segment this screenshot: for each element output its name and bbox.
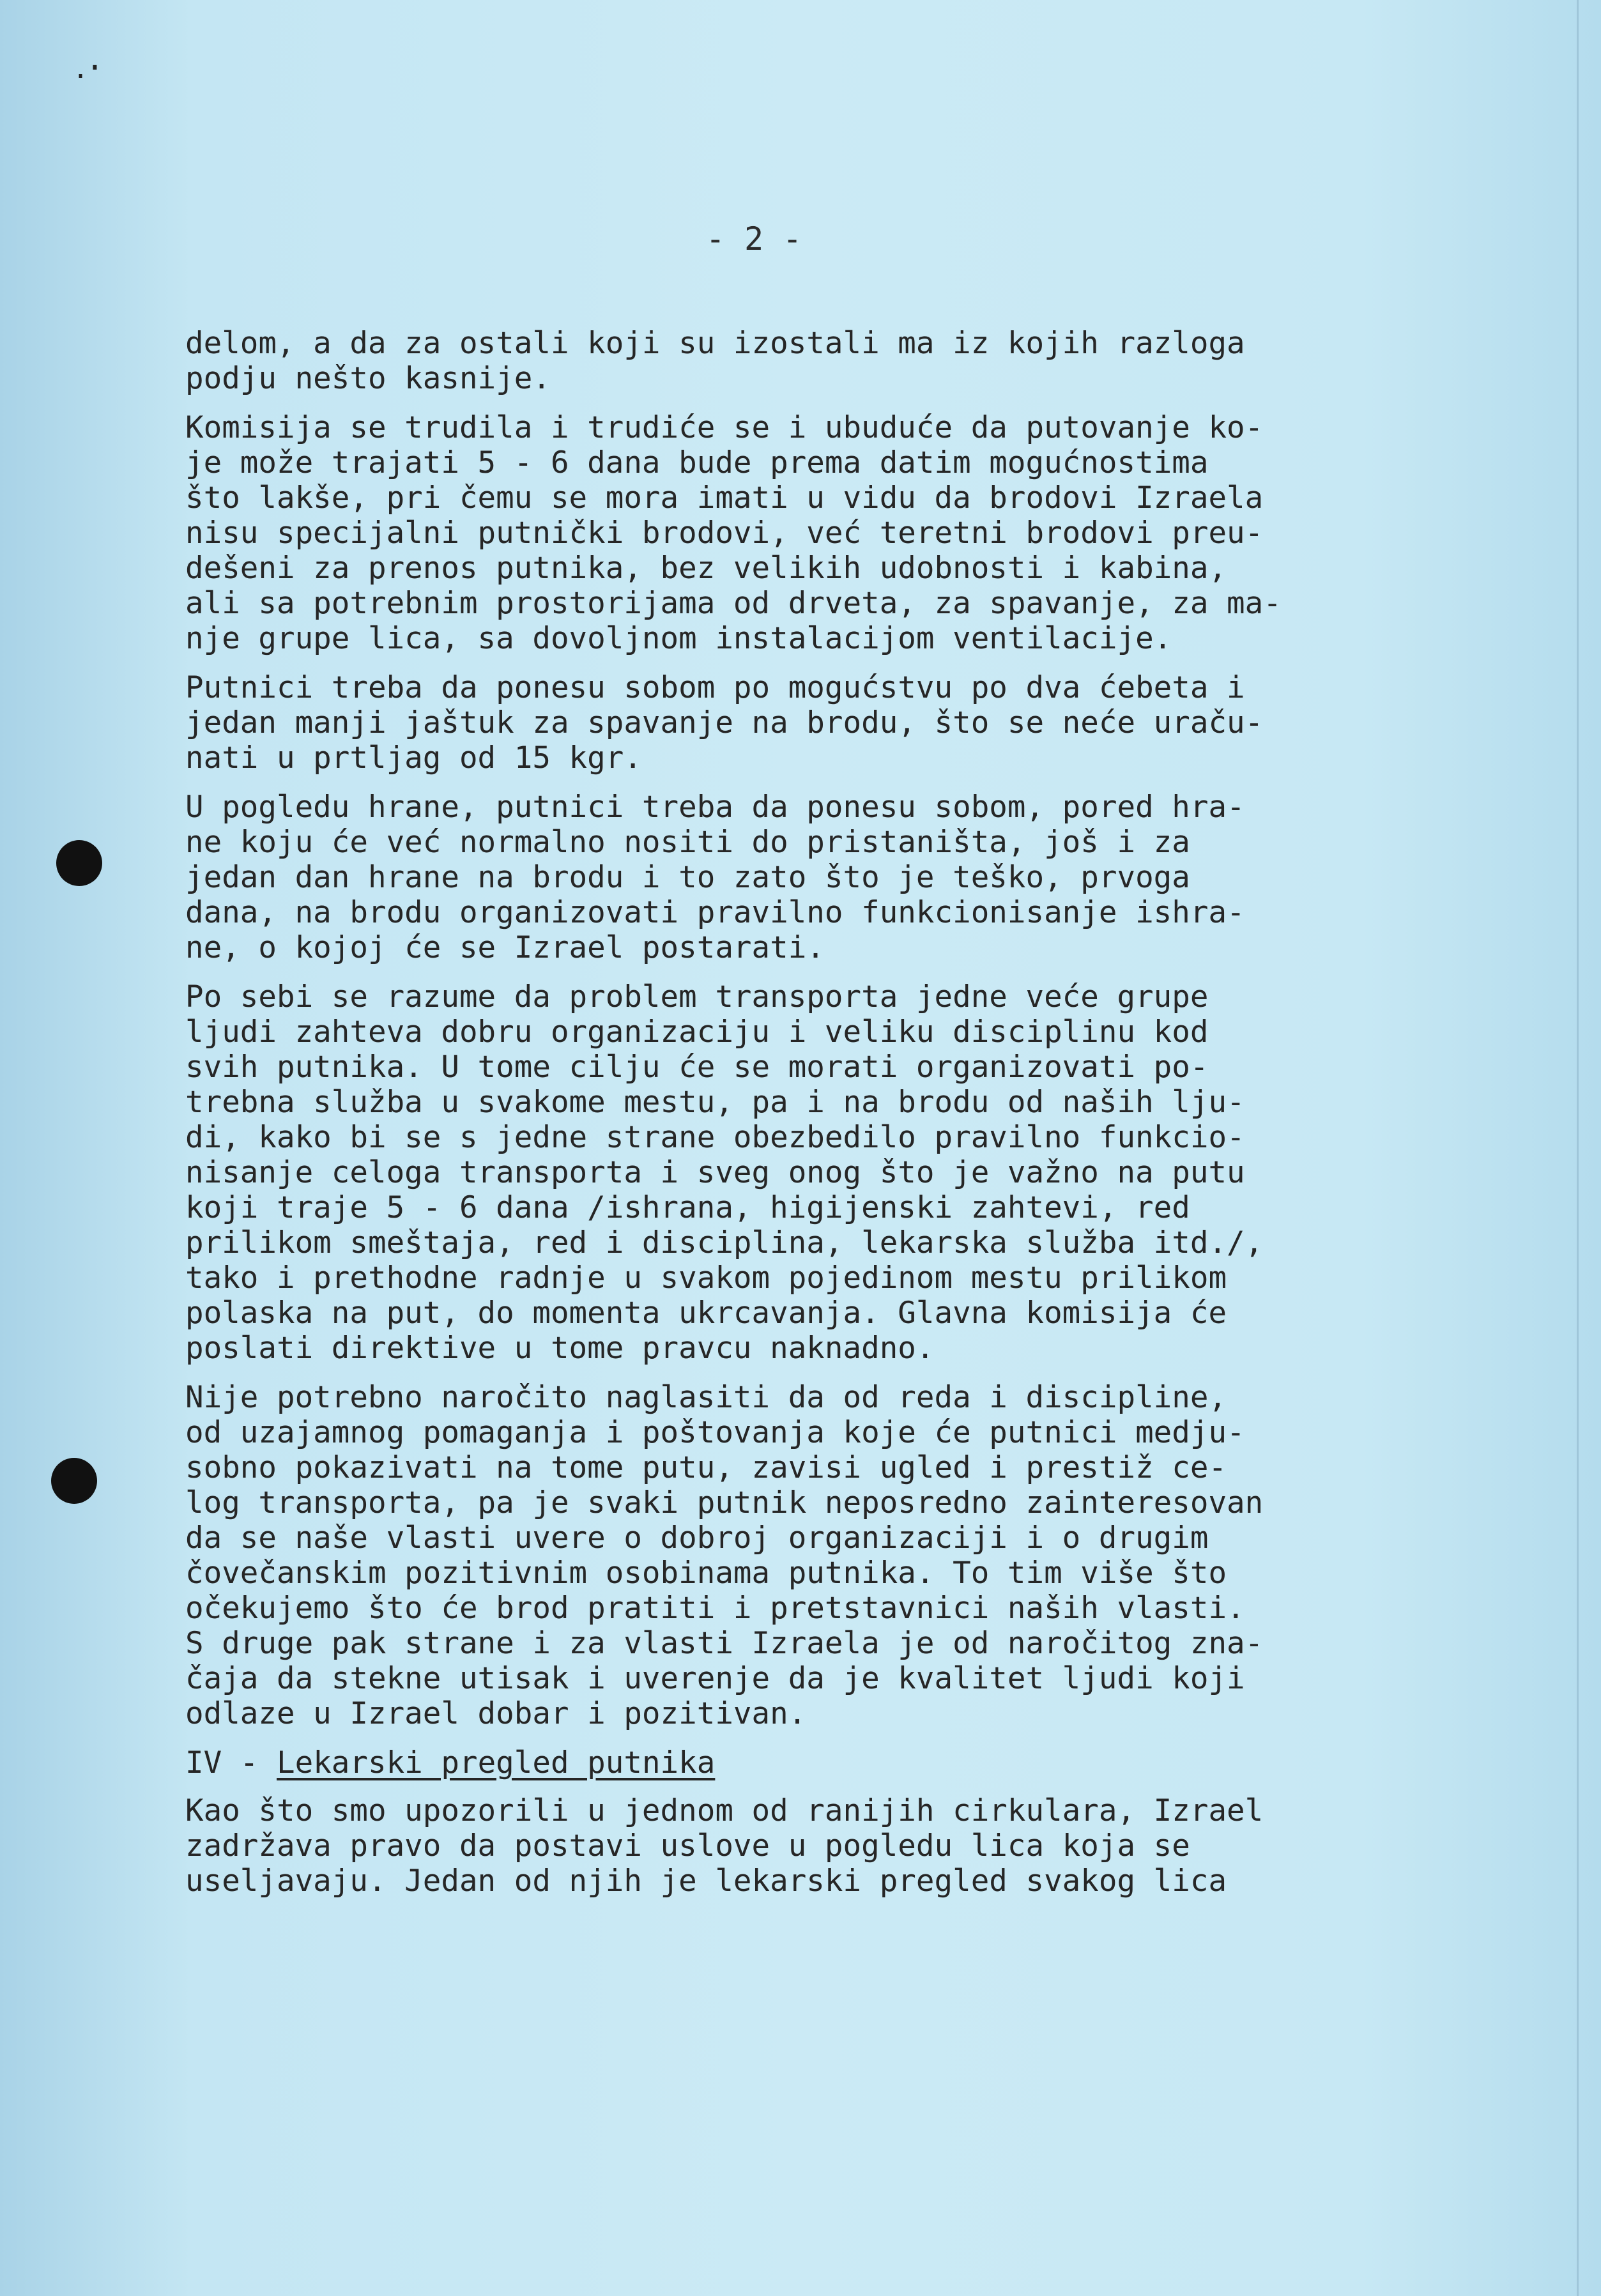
text-line: nje grupe lica, sa dovoljnom instalacijom ventilacije. — [185, 621, 1172, 656]
text-line: sobno pokazivati na tome putu, zavisi ugled i prestiž ce- — [185, 1450, 1227, 1485]
text-line: ali sa potrebnim prostorijama od drveta, za spavanje, za ma- — [185, 586, 1282, 621]
text-line: jedan manji jaštuk za spavanje na brodu, što se neće uraču- — [185, 705, 1264, 740]
paragraph — [185, 326, 1412, 396]
text-line: svih putnika. U tome cilju će se morati organizovati po- — [185, 1050, 1209, 1085]
text-line: odlaze u Izrael dobar i pozitivan. — [185, 1696, 807, 1731]
text-line: nisu specijalni putnički brodovi, već teretni brodovi preu- — [185, 516, 1264, 551]
text-line: jedan dan hrane na brodu i to zato što je teško, prvoga — [185, 860, 1190, 895]
paper-fold-line — [1577, 0, 1579, 2296]
page-number: - 2 - — [705, 220, 802, 257]
punch-hole-top — [56, 840, 102, 886]
text-line: čaja da stekne utisak i uverenje da je kvalitet ljudi koji — [185, 1661, 1245, 1696]
punch-hole-bottom — [51, 1458, 97, 1504]
text-line: trebna služba u svakome mestu, pa i na brodu od naših lju- — [185, 1085, 1245, 1120]
text-line: ne koju će već normalno nositi do pristaništa, još i za — [185, 825, 1190, 860]
text-line: što lakše, pri čemu se mora imati u vidu da brodovi Izraela — [185, 480, 1264, 516]
text-line: ljudi zahteva dobru organizaciju i veliku disciplinu kod — [185, 1014, 1209, 1050]
text-line: dana, na brodu organizovati pravilno funkcionisanje ishra- — [185, 895, 1245, 930]
text-line: Komisija se trudila i trudiće se i ubuduće da putovanje ko- — [185, 410, 1264, 445]
text-line: da se naše vlasti uvere o dobroj organizaciji i o drugim — [185, 1520, 1209, 1556]
paragraph — [185, 670, 1412, 776]
text-line: je može trajati 5 - 6 dana bude prema datim mogućnostima — [185, 445, 1209, 480]
text-line: od uzajamnog pomaganja i poštovanja koje će putnici medju- — [185, 1415, 1245, 1450]
paragraph — [185, 410, 1412, 656]
section-number: IV - — [185, 1745, 259, 1780]
section-title: Lekarski pregled putnika — [277, 1745, 716, 1780]
section-heading — [185, 1745, 1412, 1780]
typed-text-body — [185, 326, 1412, 1913]
text-line: U pogledu hrane, putnici treba da ponesu sobom, pored hra- — [185, 790, 1245, 825]
text-line: podju nešto kasnije. — [185, 361, 551, 396]
text-line: delom, a da za ostali koji su izostali ma iz kojih razloga — [185, 326, 1245, 361]
text-line: polaska na put, do momenta ukrcavanja. Glavna komisija će — [185, 1296, 1227, 1331]
paragraph — [185, 979, 1412, 1366]
text-line: Po sebi se razume da problem transporta jedne veće grupe — [185, 979, 1209, 1014]
text-line: nati u prtljag od 15 kgr. — [185, 740, 642, 776]
paragraph — [185, 1793, 1412, 1899]
paragraph — [185, 1380, 1412, 1731]
text-line: S druge pak strane i za vlasti Izraela je od naročitog zna- — [185, 1626, 1264, 1661]
text-line: koji traje 5 - 6 dana /ishrana, higijenski zahtevi, red — [185, 1190, 1190, 1225]
text-line: di, kako bi se s jedne strane obezbedilo pravilno funkcio- — [185, 1120, 1245, 1155]
text-line: Nije potrebno naročito naglasiti da od reda i discipline, — [185, 1380, 1227, 1415]
text-line: dešeni za prenos putnika, bez velikih udobnosti i kabina, — [185, 551, 1227, 586]
text-line: Putnici treba da ponesu sobom po mogućstvu po dva ćebeta i — [185, 670, 1245, 705]
text-line: nisanje celoga transporta i sveg onog što je važno na putu — [185, 1155, 1245, 1190]
text-line: poslati direktive u tome pravcu naknadno. — [185, 1331, 935, 1366]
corner-ink-mark: ․⋅ — [75, 50, 104, 86]
paragraph — [185, 790, 1412, 965]
text-line: log transporta, pa je svaki putnik neposredno zainteresovan — [185, 1485, 1264, 1520]
text-line: prilikom smeštaja, red i disciplina, lekarska služba itd./, — [185, 1225, 1264, 1260]
text-line: čovečanskim pozitivnim osobinama putnika. To tim više što — [185, 1556, 1227, 1591]
text-line: useljavaju. Jedan od njih je lekarski pregled svakog lica — [185, 1864, 1227, 1899]
text-line: očekujemo što će brod pratiti i pretstavnici naših vlasti. — [185, 1591, 1245, 1626]
text-line: Kao što smo upozorili u jednom od ranijih cirkulara, Izrael — [185, 1793, 1264, 1828]
text-line: zadržava pravo da postavi uslove u pogledu lica koja se — [185, 1828, 1190, 1864]
text-line: tako i prethodne radnje u svakom pojedinom mestu prilikom — [185, 1260, 1227, 1296]
text-line: ne, o kojoj će se Izrael postarati. — [185, 930, 825, 965]
